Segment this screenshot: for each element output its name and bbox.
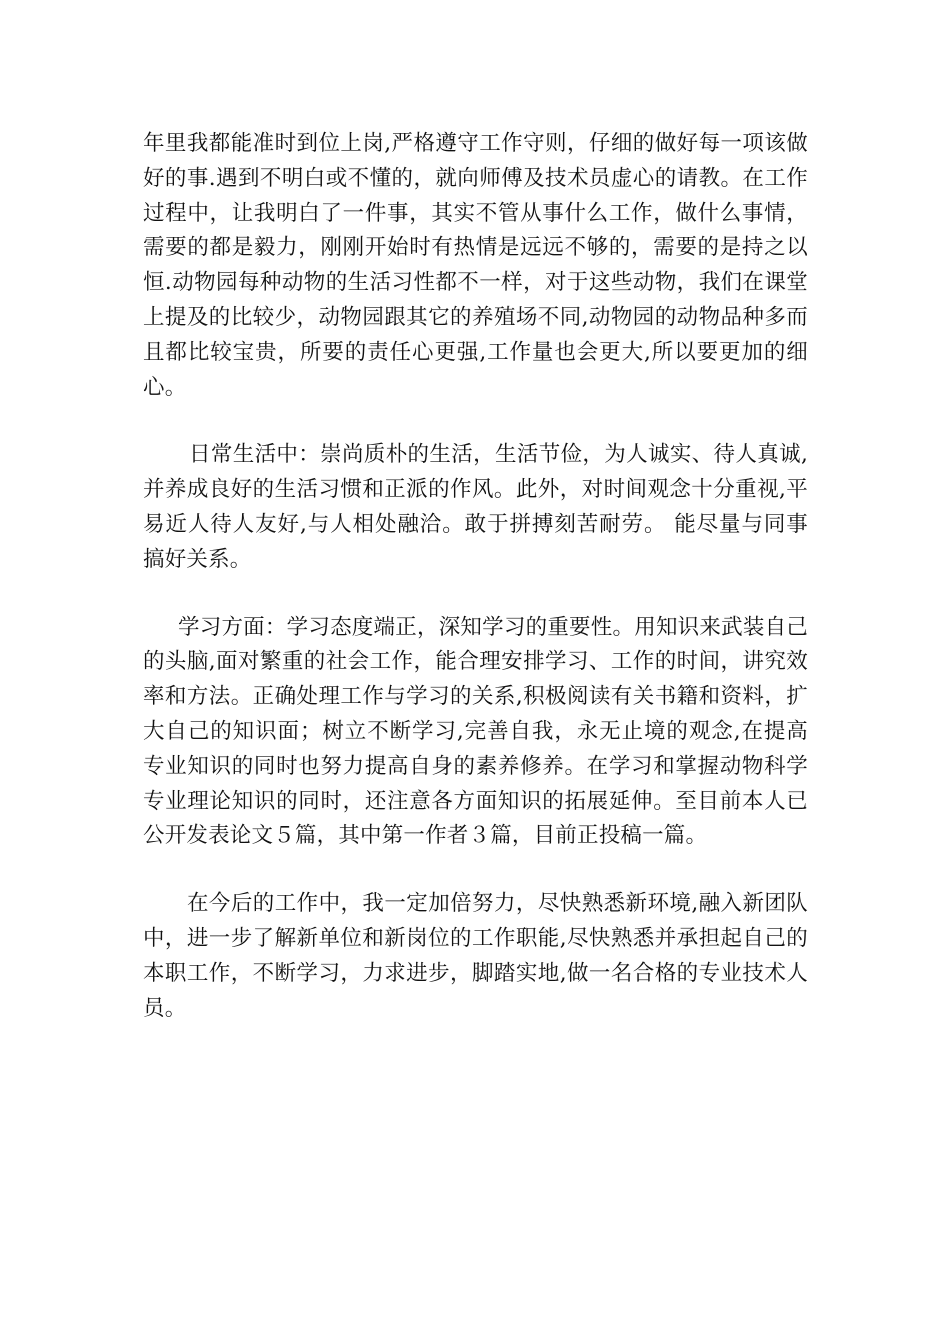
paragraph-daily-life: 日常生活中：崇尚质朴的生活，生活节俭，为人诚实、待人真诚,并养成良好的生活习惯和正派的作风。此外，对时间观念十分重视,平易近人待人友好,与人相处融洽。敢于拼搏刻苦耐劳。 能尽量与同事搞好关系。 — [143, 442, 808, 572]
document-body — [143, 127, 808, 1026]
paragraph-study: 学习方面：学习态度端正，深知学习的重要性。用知识来武装自己的头脑,面对繁重的社会工作，能合理安排学习、工作的时间，讲究效率和方法。正确处理工作与学习的关系,积极阅读有关书籍和资料，扩大自己的知识面；树立不断学习,完善自我，永无止境的观念,在提高专业知识的同时也努力提高自身的素养修养。在学习和掌握动物科学专业理论知识的同时，还注意各方面知识的拓展延伸。至目前本人已公开发表论文５篇，其中第一作者３篇，目前正投稿一篇。 — [143, 614, 808, 849]
paragraph-work-attitude: 年里我都能准时到位上岗,严格遵守工作守则，仔细的做好每一项该做好的事.遇到不明白或不懂的，就向师傅及技术员虚心的请教。在工作过程中，让我明白了一件事，其实不管从事什么工作，做什么事情，需要的都是毅力，刚刚开始时有热情是远远不够的，需要的是持之以恒.动物园每种动物的生活习性都不一样，对于这些动物，我们在课堂上提及的比较少，动物园跟其它的养殖场不同,动物园的动物品种多而且都比较宝贵，所要的责任心更强,工作量也会更大,所以要更加的细心。 — [143, 131, 808, 400]
paragraph-future-work: 在今后的工作中，我一定加倍努力，尽快熟悉新环境,融入新团队中，进一步了解新单位和新岗位的工作职能,尽快熟悉并承担起自己的本职工作，不断学习，力求进步，脚踏实地,做一名合格的专业技术人员。 — [143, 891, 808, 1021]
